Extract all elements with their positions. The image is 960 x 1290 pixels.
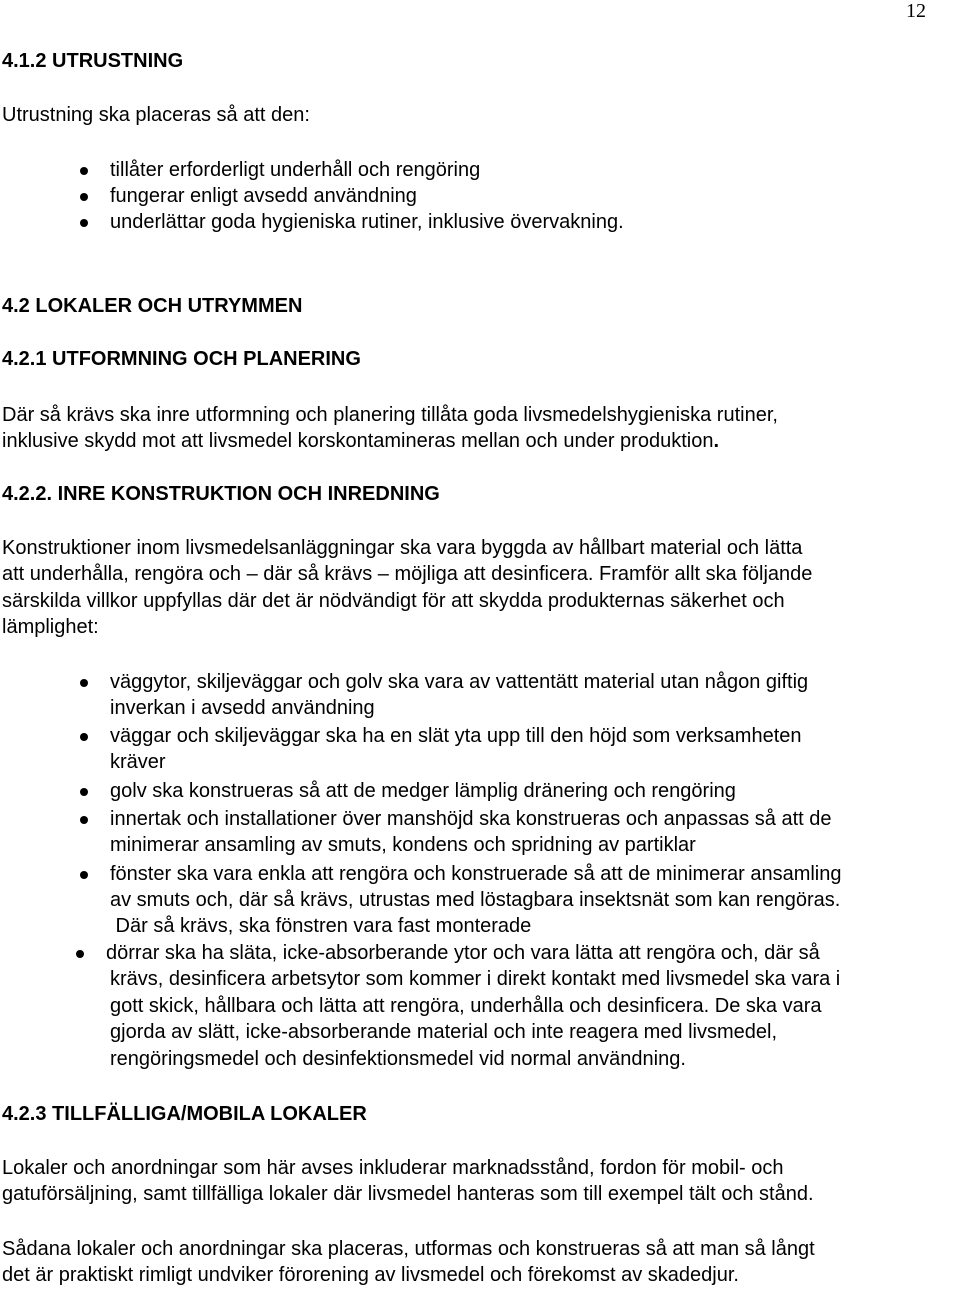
list-item-line: krävs, desinficera arbetsytor som kommer i direkt kontakt med livsmedel ska vara i bbox=[110, 968, 841, 990]
list-item-line: gjorda av slätt, icke-absorberande material och inte reagera med livsmedel, bbox=[110, 1021, 778, 1043]
body-4-2-3-p2-line2: det är praktiskt rimligt undviker förorening av livsmedel och förekomst av skadedjur. bbox=[2, 1264, 739, 1286]
list-item-line: inverkan i avsedd användning bbox=[110, 697, 375, 719]
list-item-line: golv ska konstrueras så att de medger lämplig dränering och rengöring bbox=[110, 780, 736, 802]
list-item-line: kräver bbox=[110, 751, 166, 773]
list-item-line: innertak och installationer över manshöjd ska konstrueras och anpassas så att de bbox=[110, 808, 832, 830]
body-4-2-2-line2: att underhålla, rengöra och – där så krävs – möjliga att desinficera. Framför allt ska följande bbox=[2, 563, 813, 585]
body-4-2-1-line2 bbox=[2, 428, 719, 454]
list-item-text: underlättar goda hygieniska rutiner, inklusive övervakning. bbox=[110, 211, 624, 233]
list-item-line: Där så krävs, ska fönstren vara fast monterade bbox=[110, 915, 532, 937]
bullet-icon bbox=[80, 788, 88, 796]
heading-4-2-1: 4.2.1 UTFORMNING OCH PLANERING bbox=[2, 348, 361, 370]
body-4-2-3-p2-line1: Sådana lokaler och anordningar ska placeras, utformas och konstrueras så att man så långt bbox=[2, 1238, 815, 1260]
heading-4-2: 4.2 LOKALER OCH UTRYMMEN bbox=[2, 295, 303, 317]
body-4-2-3-p1-line2: gatuförsäljning, samt tillfälliga lokaler där livsmedel hanteras som till exempel tält och stånd. bbox=[2, 1183, 814, 1205]
bullet-icon bbox=[80, 219, 88, 227]
body-4-2-1-line1: Där så krävs ska inre utformning och planering tillåta goda livsmedelshygieniska rutiner, bbox=[2, 404, 778, 426]
bullet-icon bbox=[80, 679, 88, 687]
bullet-icon bbox=[80, 816, 88, 824]
list-item-line: väggytor, skiljeväggar och golv ska vara av vattentätt material utan någon giftig bbox=[110, 671, 809, 693]
list-item-line: fönster ska vara enkla att rengöra och konstruerade så att de minimerar ansamling bbox=[110, 863, 842, 885]
heading-4-2-2: 4.2.2. INRE KONSTRUKTION OCH INREDNING bbox=[2, 483, 440, 505]
body-4-2-2-line3: särskilda villkor uppfyllas där det är nödvändigt för att skydda produkternas säkerhet och bbox=[2, 590, 785, 612]
intro-utrustning: Utrustning ska placeras så att den: bbox=[2, 104, 310, 126]
bullet-icon bbox=[80, 167, 88, 175]
list-item-line: gott skick, hållbara och lätta att rengöra, underhålla och desinficera. De ska vara bbox=[110, 995, 822, 1017]
heading-4-1-2: 4.1.2 UTRUSTNING bbox=[2, 50, 184, 72]
body-4-2-3-p1-line1: Lokaler och anordningar som här avses inkluderar marknadsstånd, fordon för mobil- och bbox=[2, 1157, 784, 1179]
bullet-icon bbox=[76, 950, 84, 958]
bullet-icon bbox=[80, 193, 88, 201]
body-4-2-2-line1: Konstruktioner inom livsmedelsanläggningar ska vara byggda av hållbart material och lätta bbox=[2, 537, 803, 559]
list-item-line: dörrar ska ha släta, icke-absorberande ytor och vara lätta att rengöra och, där så bbox=[106, 942, 820, 964]
body-4-2-1-line2-tail: . bbox=[713, 430, 720, 452]
page-number: 12 bbox=[906, 0, 926, 22]
body-4-2-1-line2-text: inklusive skydd mot att livsmedel korskontamineras mellan och under produktion bbox=[2, 430, 714, 452]
list-item-line: minimerar ansamling av smuts, kondens och spridning av partiklar bbox=[110, 834, 696, 856]
list-item-line: av smuts och, där så krävs, utrustas med löstagbara insektsnät som kan rengöras. bbox=[110, 889, 841, 911]
list-item-line: rengöringsmedel och desinfektionsmedel vid normal användning. bbox=[110, 1048, 686, 1070]
list-item-text: fungerar enligt avsedd användning bbox=[110, 185, 417, 207]
bullet-icon bbox=[80, 871, 88, 879]
bullet-icon bbox=[80, 733, 88, 741]
heading-4-2-3: 4.2.3 TILLFÄLLIGA/MOBILA LOKALER bbox=[2, 1103, 367, 1125]
body-4-2-2-line4: lämplighet: bbox=[2, 616, 99, 638]
list-item-line: väggar och skiljeväggar ska ha en slät yta upp till den höjd som verksamheten bbox=[110, 725, 802, 747]
list-item-text: tillåter erforderligt underhåll och rengöring bbox=[110, 159, 481, 181]
